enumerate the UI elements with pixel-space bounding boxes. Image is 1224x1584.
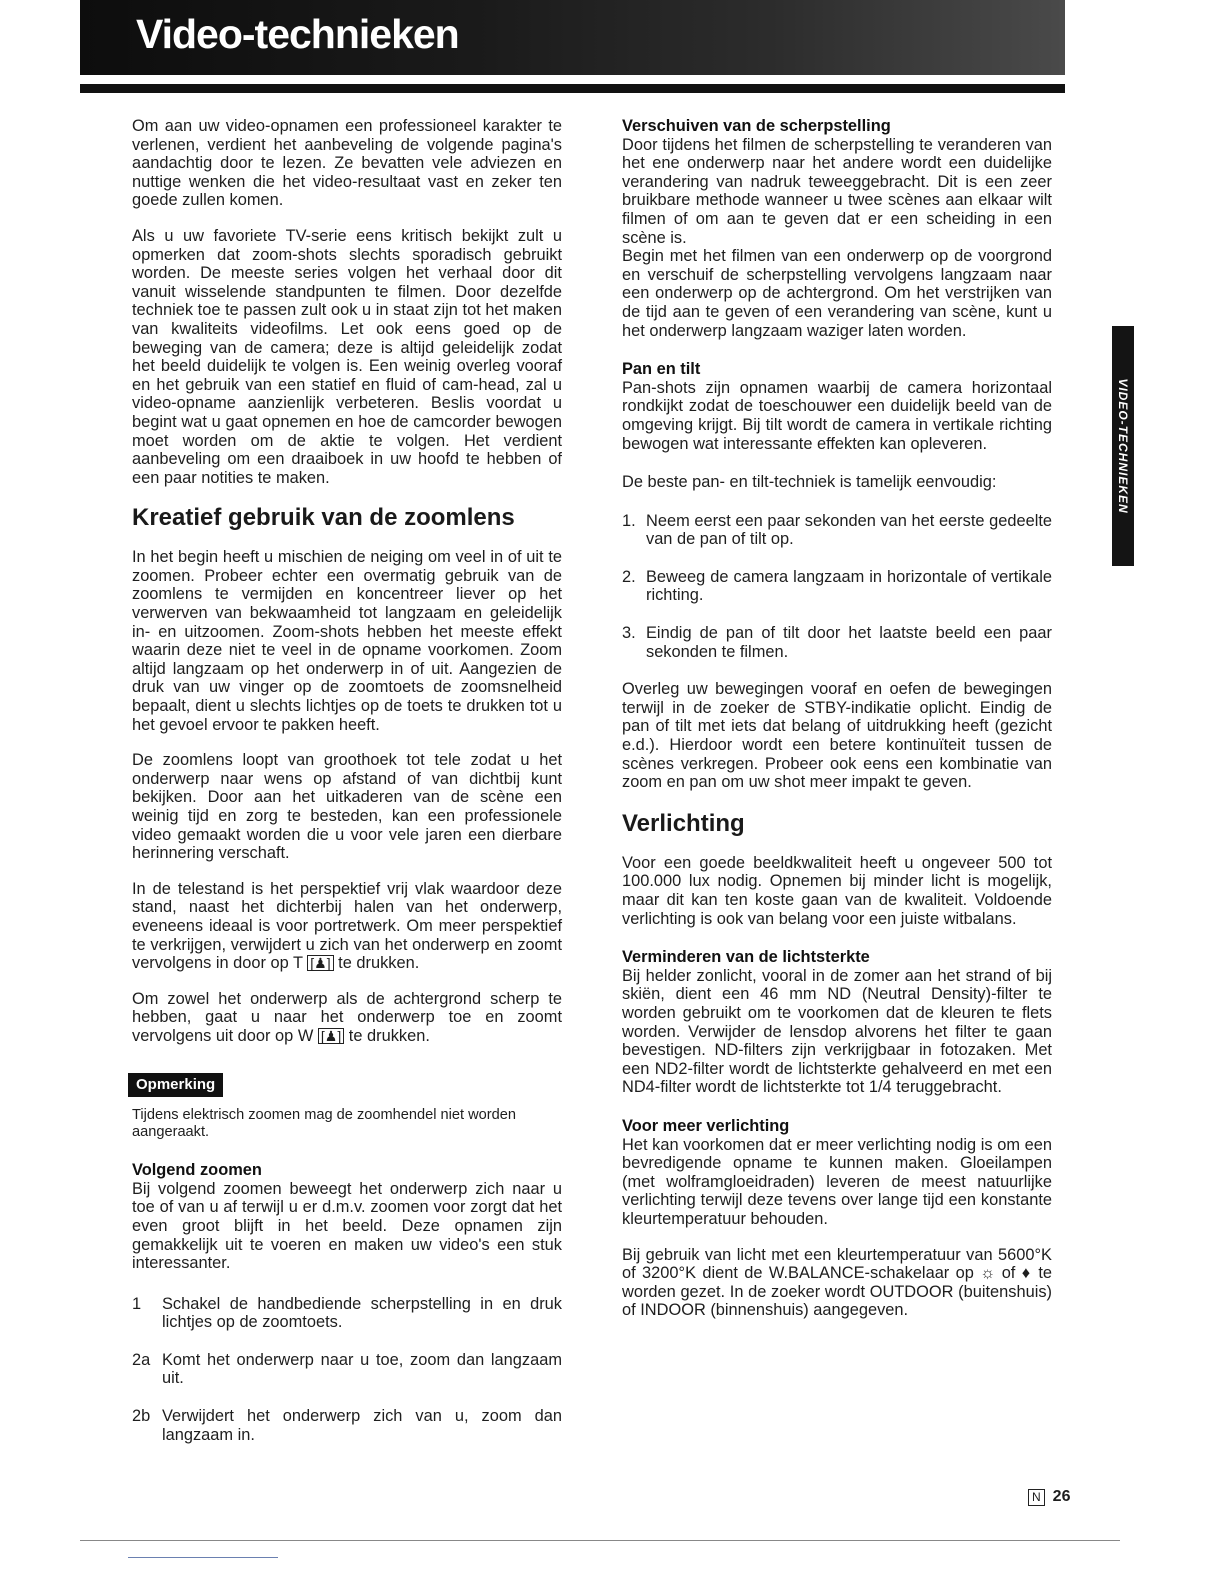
focus-text-2: Begin met het filmen van een onderwerp op de voorgrond en verschuif de scherpstelling vervolgens langzaam naar een onderwerp op de achtergrond. Om het verstrijken van de tijd aan te geven of een verandering van scène, kunt u het onderwerp langzaam waziger laten worden. — [622, 247, 1052, 340]
wide-person-icon: [♟] — [318, 1028, 344, 1044]
zoom-paragraph-2: De zoomlens loopt van groothoek tot tele zodat u het onderwerp naar wens op afstand of van dichtbij kunt bekijken. Door aan het uitkaderen van de scène een weinig tijd en zorg te besteden, kan een professionele video gemaakt worden die u voor vele jaren een dierbare herinnering verschaft. — [132, 751, 562, 863]
focus-text-1: Door tijdens het filmen de scherpstelling te veranderen van het ene onderwerp naar het andere wordt een duidelijke verandering van nadruk teweeggebracht. Dit is een zeer bruikbare methode wanneer u twee scènes aan elkaar wilt filmen of om aan te geven dat er een scheiding in een scène is. — [622, 135, 1052, 247]
list-item: 1. Neem eerst een paar sekonden van het eerste gedeelte van de pan of tilt op. — [622, 511, 1052, 549]
reduce-heading: Verminderen van de lichtsterkte — [622, 948, 870, 967]
pan-outro: Overleg uw bewegingen vooraf en oefen de bewegingen terwijl in de zoeker de STBY-indikatie oplicht. Eindig de pan of tilt met iets dat belang of uitdrukking heeft (gezicht e.d.). Hierdoor wordt een betere kontinuïteit tussen de scènes verkregen. Probeer ook eens een kombinatie van zoom en pan om uw shot meer impakt te geven. — [622, 680, 1052, 792]
intro-paragraph-2: Als u uw favoriete TV-serie eens kritisch bekijkt zult u opmerken dat zoom-shots slechts sporadisch gebruikt worden. De meeste series volgen het verhaal door dit vanuit wisselende standpunten te filmen. Door dezelfde techniek toe te passen zult ook u in staat zijn tot het maken van kwaliteits videofilms. Let ook eens goed op de beweging van de camera; deze is altijd geleidelijk zodat het beeld duidelijk te volgen is. Een weinig overleg vooraf en het gebruik van een statief en fluid of cam-head, zal u video-opname aanzienlijk verbeteren. Beslis voordat u begint wat u gaat opnemen en hoe de camcorder bewogen moet worden om de aktie te volgen. Het verdient aanbeveling om een draaiboek in uw hoofd te hebben of een paar notities te maken. — [132, 226, 562, 487]
more-light-text: Het kan voorkomen dat er meer verlichting nodig is om een bevredigende opname te kunnen maken. Gloeilampen (met wolframgloeidraden) leveren de meest natuurlijke verlichting terwijl deze tevens over lange tijd een konstante kleurtemperatuur behouden. — [622, 1135, 1052, 1228]
lighting-text: Voor een goede beeldkwaliteit heeft u ongeveer 500 tot 100.000 lux nodig. Opnemen bij minder licht is mogelijk, maar dit kan ten koste gaan van de kwaliteit. Voldoende verlichting is ook van belang voor een juiste witbalans. — [622, 853, 1052, 928]
list-item: 1 Schakel de handbediende scherpstelling in en druk lichtjes op de zoomtoets. — [132, 1294, 562, 1332]
lighting-heading: Verlichting — [622, 809, 745, 837]
page-title: Video-technieken — [136, 11, 459, 57]
follow-zoom-steps — [132, 1295, 562, 1445]
zoom-paragraph-1: In het begin heeft u mischien de neiging om veel in of uit te zoomen. Probeer echter een overmatig gebruik van de zoomlens te vermijden en koncentreer liever op het verwerven van bekwaamheid tot langzaam en geleidelijk in- en uitzoomen. Zoom-shots hebben het meeste effekt waarin deze niet te veel in de opname voorkomen. Zoom altijd langzaam op het onderwerp in of uit. Aangezien de druk van uw vinger op de zoomtoets de zoomsnelheid bepaalt, dient u slechts lichtjes op de toets te drukken tot u het gevoel ervoor te pakken heeft. — [132, 548, 562, 734]
right-column — [622, 117, 1052, 1337]
focus-heading: Verschuiven van de scherpstelling — [622, 117, 891, 135]
list-item: 2b Verwijdert het onderwerp zich van u, zoom dan langzaam in. — [132, 1407, 562, 1444]
note-label: Opmerking — [128, 1073, 223, 1098]
intro-paragraph-1: Om aan uw video-opnamen een professioneel karakter te verlenen, verdient het aanbeveling de volgende pagina's aandachtig door te lezen. Ze bevatten vele adviezen en nuttige wenken die het video-resultaat vast en zeker ten goede zullen komen. — [132, 117, 562, 210]
list-item: 2a Komt het onderwerp naar u toe, zoom dan langzaam uit. — [132, 1350, 562, 1388]
zoom-paragraph-3 — [132, 880, 562, 973]
pan-heading: Pan en tilt — [622, 360, 701, 379]
bottom-rule-accent — [128, 1557, 278, 1558]
wb-text-b: te worden gezet. In de zoeker wordt OUTDOOR (buitenshuis) of INDOOR (binnenshuis) aangegeven. — [622, 1264, 1052, 1320]
title-bar — [80, 0, 1065, 75]
zoom-heading: Kreatief gebruik van de zoomlens — [132, 504, 515, 532]
follow-zoom-text: Bij volgend zoomen beweegt het onderwerp zich naar u toe of van u af terwijl u er d.m.v. zoomen voor zorgt dat het even groot blijft in het beeld. Deze opnamen zijn gemakkelijk uit te voeren en maken uw video's een stuk interessanter. — [132, 1179, 562, 1273]
list-item: 2. Beweeg de camera langzaam in horizontale of vertikale richting. — [622, 567, 1052, 605]
title-rule — [80, 84, 1065, 93]
wb-of: of — [1001, 1264, 1016, 1283]
pan-text: Pan-shots zijn opnamen waarbij de camera horizontaal rondkijkt zodat de toeschouwer een duidelijk beeld van de omgeving krijgt. Bij tilt wordt de camera in vertikale richting bewogen wat interessante effekten kan opleveren. — [622, 378, 1052, 453]
zoom4-text-b: te drukken. — [348, 1026, 430, 1045]
zoom-paragraph-4 — [132, 990, 562, 1046]
note-text: Tijdens elektrisch zoomen mag de zoomhendel niet worden aangeraakt. — [132, 1107, 516, 1141]
page-number — [1028, 1488, 1070, 1506]
language-badge: N — [1028, 1489, 1045, 1506]
side-tab-label: VIDEO-TECHNIEKEN — [1116, 378, 1130, 514]
bulb-icon: ♦ — [1021, 1264, 1032, 1283]
follow-zoom-section — [132, 1161, 562, 1273]
more-light-heading: Voor meer verlichting — [622, 1116, 790, 1135]
left-column — [132, 117, 562, 1463]
sun-icon: ☼ — [980, 1264, 996, 1283]
white-balance-text — [622, 1246, 1052, 1320]
zoom3-text-b: te drukken. — [338, 954, 420, 973]
tele-person-icon: [♟] — [307, 955, 333, 971]
bottom-rule — [80, 1540, 1120, 1541]
follow-zoom-heading: Volgend zoomen — [132, 1161, 262, 1180]
zoom4-text-a: Om zowel het onderwerp als de achtergrond scherp te hebben, gaat u naar het onderwerp toe en zoomt vervolgens uit door op W — [132, 989, 562, 1045]
reduce-text: Bij helder zonlicht, vooral in de zomer aan het strand of bij skiën, dient een 46 mm ND (Neutral Density)-filter te worden gebruikt om te voorkomen dat de kleuren te flets worden. Verwijder de lensdop alvorens het filter te gaan bevestigen. ND-filters zijn verkrijgbaar in fotozaken. Met een ND2-filter wordt de lichtsterkte gehalveerd en met een ND4-filter wordt de lichtsterkte tot 1/4 teruggebracht. — [622, 966, 1052, 1097]
pan-intro: De beste pan- en tilt-techniek is tamelijk eenvoudig: — [622, 473, 997, 492]
pan-steps — [622, 512, 1052, 662]
side-tab — [1112, 326, 1134, 566]
zoom3-text-a: In de telestand is het perspektief vrij vlak waardoor deze stand, naast het dichterbij halen van het onderwerp, eveneens ideaal is voor portretwerk. Om meer perspektief te verkrijgen, verwijdert u zich van het onderwerp en zoomt vervolgens in door op T — [132, 879, 562, 973]
list-item: 3. Eindig de pan of tilt door het laatste beeld een paar sekonden te filmen. — [622, 624, 1052, 661]
page-number-value: 26 — [1052, 1488, 1071, 1505]
wb-text-a: Bij gebruik van licht met een kleurtemperatuur van 5600°K of 3200°K dient de W.BALANCE-schakelaar op — [622, 1245, 1052, 1283]
